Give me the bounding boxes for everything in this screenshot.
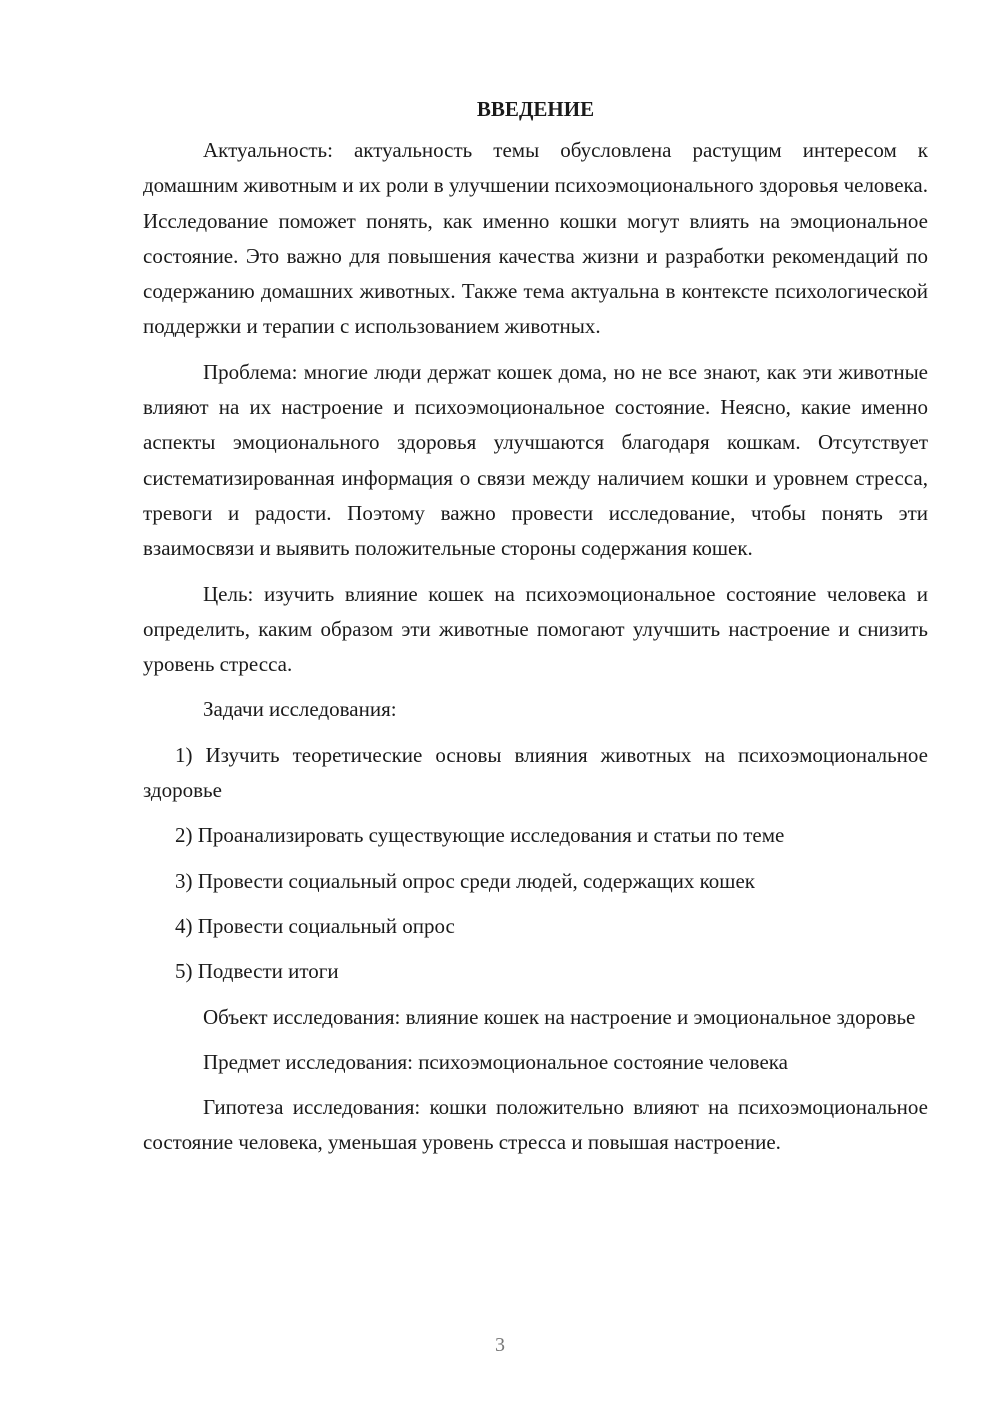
subject-paragraph: Предмет исследования: психоэмоциональное состояние человека	[203, 1049, 788, 1074]
page-number: 3	[495, 1334, 505, 1356]
goal-paragraph: Цель: изучить влияние кошек на психоэмоциональное состояние человека и определить, каким образом эти животные помогают улучшить настроение и снизить уровень стресса.	[143, 581, 928, 677]
page-content	[143, 92, 928, 1171]
tasks-heading: Задачи исследования:	[203, 697, 397, 722]
section-heading: ВВЕДЕНИЕ	[476, 97, 595, 121]
object-paragraph: Объект исследования: влияние кошек на настроение и эмоциональное здоровье	[203, 1004, 916, 1029]
hypothesis-paragraph: Гипотеза исследования: кошки положительно влияют на психоэмоциональное состояние человека, уменьшая уровень стресса и повышая настроение.	[143, 1095, 928, 1155]
task-item: 3) Провести социальный опрос среди людей, содержащих кошек	[175, 868, 755, 893]
problem-paragraph: Проблема: многие люди держат кошек дома, но не все знают, как эти животные влияют на их настроение и психоэмоциональное состояние. Неясно, какие именно аспекты эмоционального здоровья улучшаются благодаря кошкам. Отсутствует систематизированная информация о связи между наличием кошки и уровнем стресса, тревоги и радости. Поэтому важно провести исследование, чтобы понять эти взаимосвязи и выявить положительные стороны содержания кошек.	[143, 359, 928, 561]
task-item: 2) Проанализировать существующие исследования и статьи по теме	[175, 823, 785, 848]
task-item: 5) Подвести итоги	[175, 959, 339, 984]
task-item: 1) Изучить теоретические основы влияния животных на психоэмоциональное здоровье	[143, 742, 928, 803]
relevance-paragraph: Актуальность: актуальность темы обусловлена растущим интересом к домашним животным и их роли в улучшении психоэмоционального здоровья человека. Исследование поможет понять, как именно кошки могут влиять на эмоциональное состояние. Это важно для повышения качества жизни и разработки рекомендаций по содержанию домашних животных. Также тема актуальна в контексте психологической поддержки и терапии с использованием животных.	[143, 138, 928, 339]
task-item: 4) Провести социальный опрос	[175, 913, 455, 938]
